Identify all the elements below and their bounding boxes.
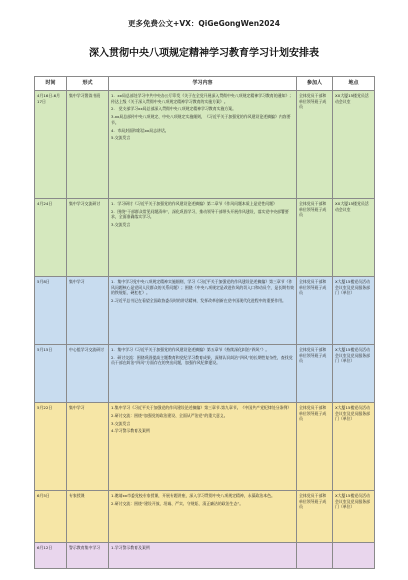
row-form: 集中学习 <box>67 403 109 491</box>
row-participants <box>297 543 333 569</box>
row-date: 6月5日 <box>35 491 67 543</box>
column-header-content: 学习内容 <box>109 77 297 91</box>
row-location: X大厦15楼党员活动会议室及党员服务部门（单位） <box>333 277 375 345</box>
row-form: 警示教育集中学习 <box>67 543 109 569</box>
row-location: XX大厦15楼党员活动会议室 <box>333 91 375 199</box>
row-content <box>109 543 297 569</box>
document-title: 深入贯彻中央八项规定精神学习教育学习计划安排表 <box>89 48 319 59</box>
watermark-text: 更多免费公文+VX：QiGeGongWen2024 <box>128 19 280 28</box>
table-row <box>35 543 375 569</box>
row-content <box>109 91 297 199</box>
table-row <box>35 277 375 345</box>
row-participants: 全体党员干部和单位领导班子成员 <box>297 345 333 403</box>
content-item: 3.交流发言 <box>111 420 131 426</box>
content-item: 2． 党支部学习xx局总部深入贯彻中央八项规定精神学习教育实施方案。 <box>111 106 237 112</box>
table-row <box>35 345 375 403</box>
content-item: 1.邀请xx市委党校专家授课，开展专题讲座，深入学习贯彻中央八项规定精神，永葆政治本色。 <box>111 493 275 498</box>
content-item: 4.学习警示教育及案例 <box>111 428 150 434</box>
content-item: 2．研讨交流：围绕巩固提高主题教育和党纪学习教育成果，深刻认识纠治“四风”的长期性复杂性，查找党员干部在纠治“四风”方面存在的突出问题，加强作风纪律建设。 <box>111 354 293 366</box>
row-form: 集中学习 <box>67 277 109 345</box>
row-participants: 全体党员干部和单位领导班子成员 <box>297 91 333 199</box>
row-content <box>109 491 297 543</box>
table-row <box>35 199 375 277</box>
row-location: XX大厦15楼党员活动会议室 <box>333 199 375 277</box>
content-item: 1．xx局总部处学习中共中央办公厅印发《关于在全党开展深入贯彻中央八项规定精神学习教育的通知》；传达上级《关于深入贯彻中央八项规定精神学习教育的实施方案》。 <box>111 93 294 104</box>
row-content <box>109 199 297 277</box>
content-item: 5.交流发言 <box>111 135 131 141</box>
row-form: 集中学习暨读书班 <box>67 91 109 199</box>
content-item: 1．学习研讨《习近平关于加强党的作风建设论述摘编》第二章节《作风问题本质上是党性问题》 <box>111 201 277 206</box>
table-row <box>35 403 375 491</box>
row-participants: 全体党员干部和单位领导班子成员 <box>297 199 333 277</box>
row-content <box>109 277 297 345</box>
row-location: X大厦15楼党员活动会议室及党员服务部门（单位） <box>333 345 375 403</box>
content-item: 3.xx局总部传中央八项规定、中央八项规定实施细则，《习近平关于加强党的作风建设论述摘编》内容要节。 <box>111 114 291 125</box>
table-header-row <box>35 77 375 91</box>
content-item: 3.交流发言 <box>111 222 131 228</box>
content-item: 1．集中学习党中央八项规定精神实施细则，学习《习近平关于加强党的作风建设论述摘编》第三章节《作风问题核心是党同人民群众的关系问题》；围绕《中央八项规定是改进作风的切入口和动员令，是长期有效的铁规矩、硬杠杠》。 <box>111 279 294 296</box>
row-content <box>109 403 297 491</box>
table-row <box>35 91 375 199</box>
row-form: 专家授课 <box>67 491 109 543</box>
content-item: 4．市局封面和彩信xx局志讲话。 <box>111 127 169 133</box>
content-item: 1.学习警示教育及案例 <box>111 545 150 550</box>
row-date: 5月8日 <box>35 277 67 345</box>
row-location: X大厦15楼党员活动会议室及党员服务部门（单位） <box>333 491 375 543</box>
row-date: 6月12日 <box>35 543 67 569</box>
content-item: 2.研讨交流：围绕“加强党的政治建设、全面从严治党”的重大意义。 <box>111 412 228 418</box>
study-plan-table <box>34 76 375 569</box>
row-location <box>333 543 375 569</box>
content-item: 1．集中学习《习近平关于加强党的作风建设论述摘编》第五章节《持续深化纠治“四风”》。 <box>111 347 270 352</box>
content-item: 1.集中学习《习近平关于加强党的作风建设论述摘编》第三章节-第九章节。《中国共产党纪律处分条例》 <box>111 405 292 410</box>
column-header-participants: 参加人 <box>297 77 333 91</box>
content-item: 2．围绕“干部群众常见问题清单”，深化巩固学习，推动领导干部带头开展作风建设，落实党中央部署要求，全面准确落实学习。 <box>111 208 289 220</box>
row-content <box>109 345 297 403</box>
table-row <box>35 491 375 543</box>
row-date: 5月22日 <box>35 403 67 491</box>
row-form: 集中学习交流研讨 <box>67 199 109 277</box>
content-item: 2.习近平总书记在看望全国政协委员时的讲话精神，发挥改革创新在党中国现代化进程中的重要作用。 <box>111 297 286 303</box>
column-header-date: 时间 <box>35 77 67 91</box>
row-date: 4月24日 <box>35 199 67 277</box>
row-form: 中心组学习交流研讨 <box>67 345 109 403</box>
row-date: 4月16日-6月17日 <box>35 91 67 199</box>
column-header-form: 形式 <box>67 77 109 91</box>
row-location: X大厦15楼党员活动会议室及党员服务部门（单位） <box>333 403 375 491</box>
row-participants: 全体党员干部和单位领导班子成员 <box>297 403 333 491</box>
row-participants: 全体党员干部和单位领导班子成员 <box>297 277 333 345</box>
table-body <box>35 91 375 569</box>
content-item: 2.研讨交流：围绕“建设开放、坦诚、严实、守规矩、清正廉洁的政治生态”。 <box>111 500 244 506</box>
row-participants: 全体党员干部和单位领导班子成员 <box>297 491 333 543</box>
column-header-location: 地点 <box>333 77 375 91</box>
row-date: 5月15日 <box>35 345 67 403</box>
